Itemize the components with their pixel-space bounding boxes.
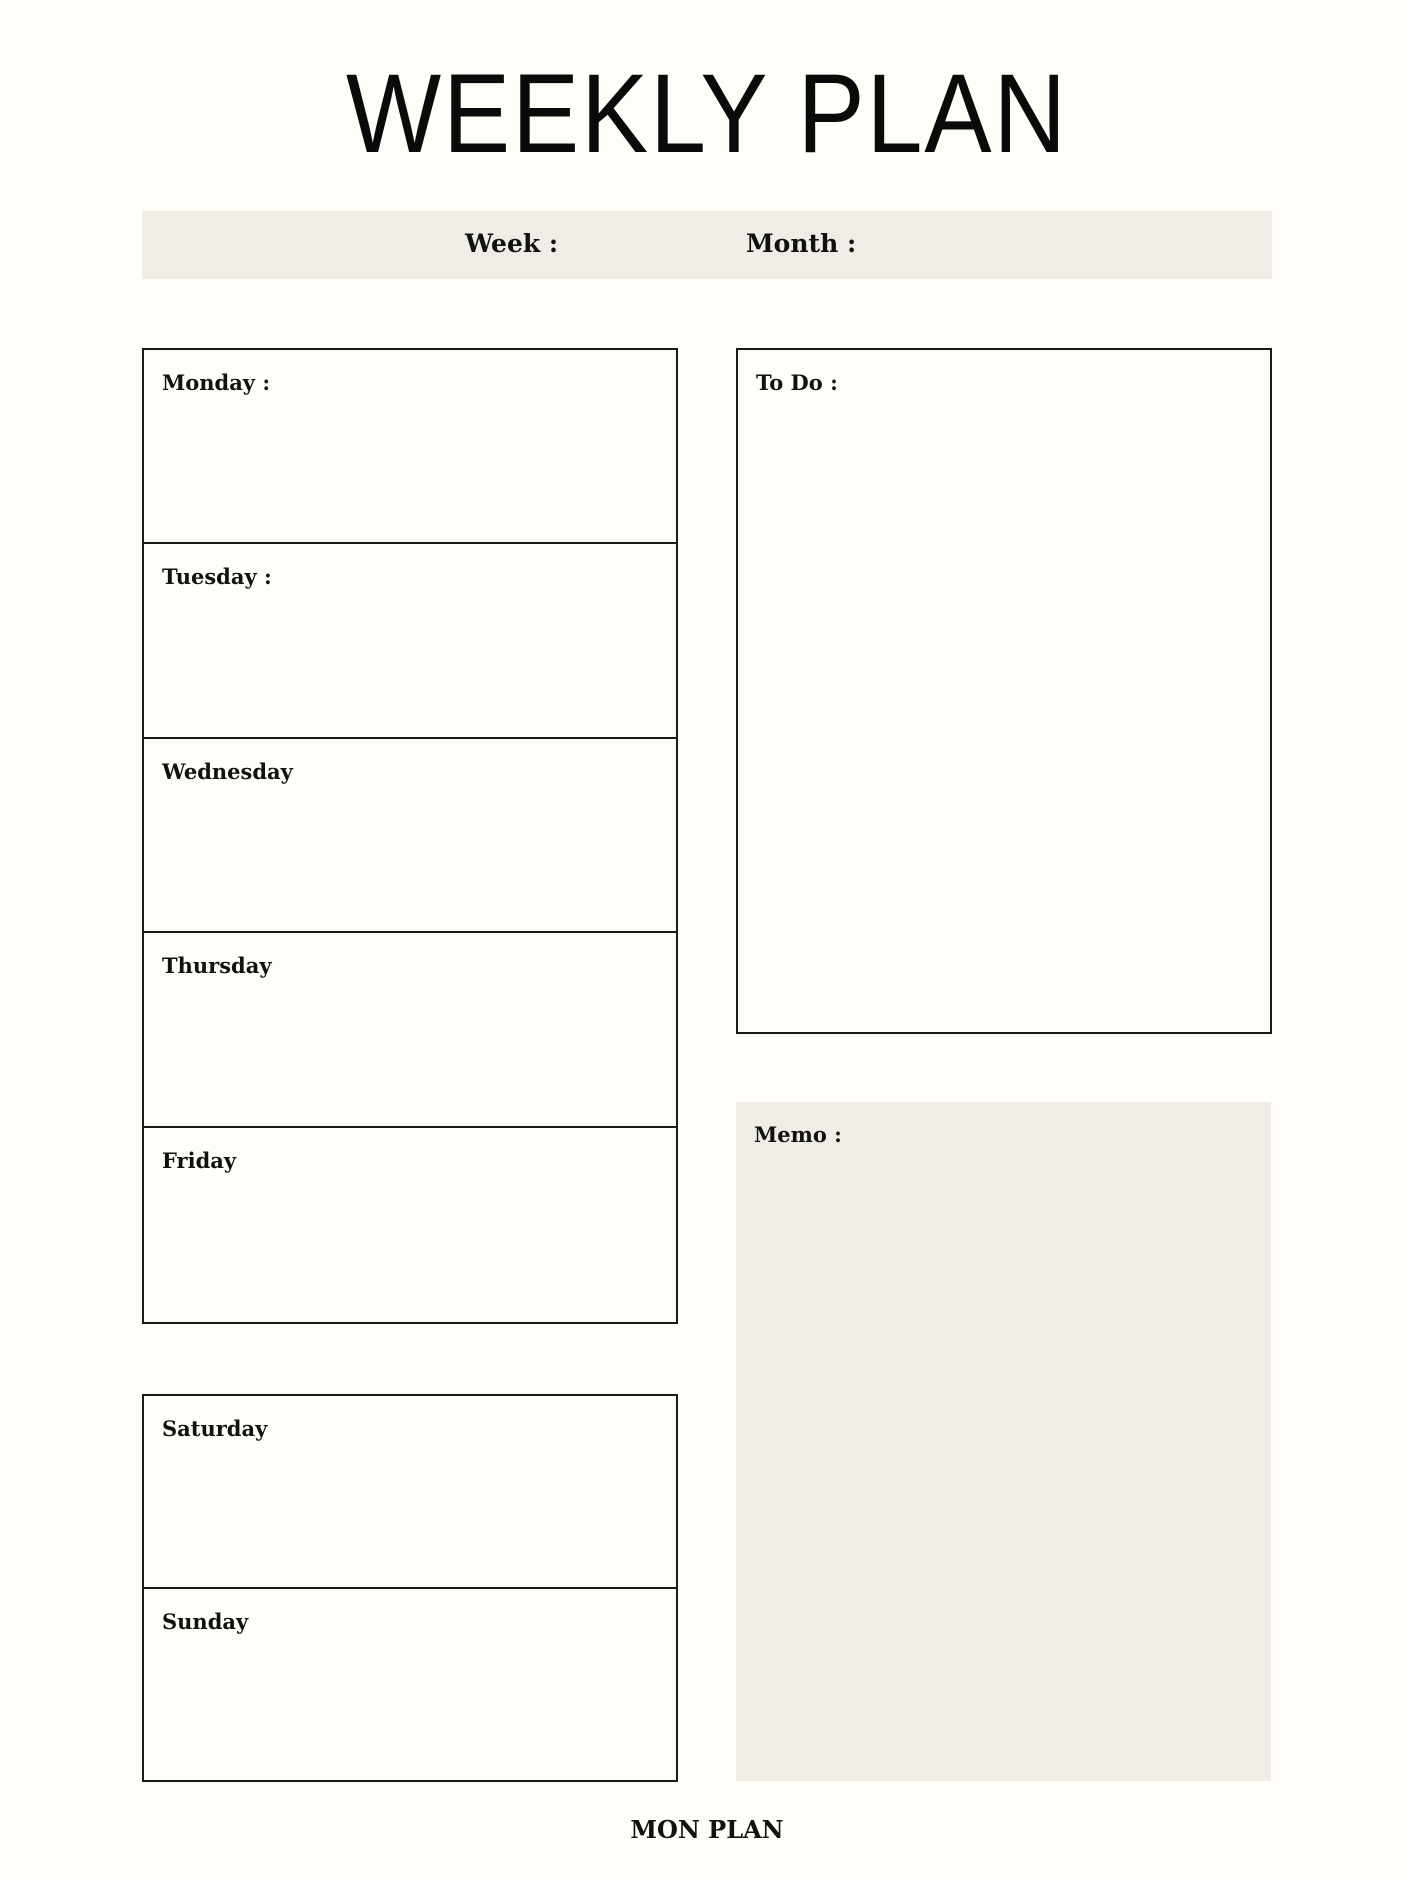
footer-brand: MON PLAN (630, 1815, 784, 1844)
todo-box[interactable] (736, 348, 1272, 1034)
day-label-wednesday: Wednesday (162, 758, 293, 784)
day-label-sunday: Sunday (162, 1609, 249, 1634)
day-cell-monday[interactable] (144, 350, 676, 544)
weekend-table (142, 1394, 678, 1782)
weekday-table (142, 348, 678, 1324)
day-cell-wednesday[interactable] (144, 739, 676, 933)
todo-label: To Do : (756, 370, 838, 395)
week-month-bar (142, 211, 1272, 279)
day-label-friday: Friday (162, 1147, 237, 1173)
week-field-label[interactable]: Week : (465, 229, 559, 258)
day-cell-sunday[interactable] (144, 1589, 676, 1782)
memo-label: Memo : (754, 1122, 842, 1147)
day-label-saturday: Saturday (162, 1416, 268, 1441)
day-label-thursday: Thursday (162, 953, 272, 979)
memo-box[interactable] (736, 1102, 1271, 1781)
page-title: WEEKLY PLAN (346, 51, 1068, 176)
month-field-label[interactable]: Month : (746, 229, 857, 258)
day-label-tuesday: Tuesday : (162, 564, 272, 590)
day-label-monday: Monday : (162, 370, 271, 395)
day-cell-tuesday[interactable] (144, 544, 676, 738)
day-cell-friday[interactable] (144, 1128, 676, 1322)
day-cell-saturday[interactable] (144, 1396, 676, 1589)
day-cell-thursday[interactable] (144, 933, 676, 1127)
